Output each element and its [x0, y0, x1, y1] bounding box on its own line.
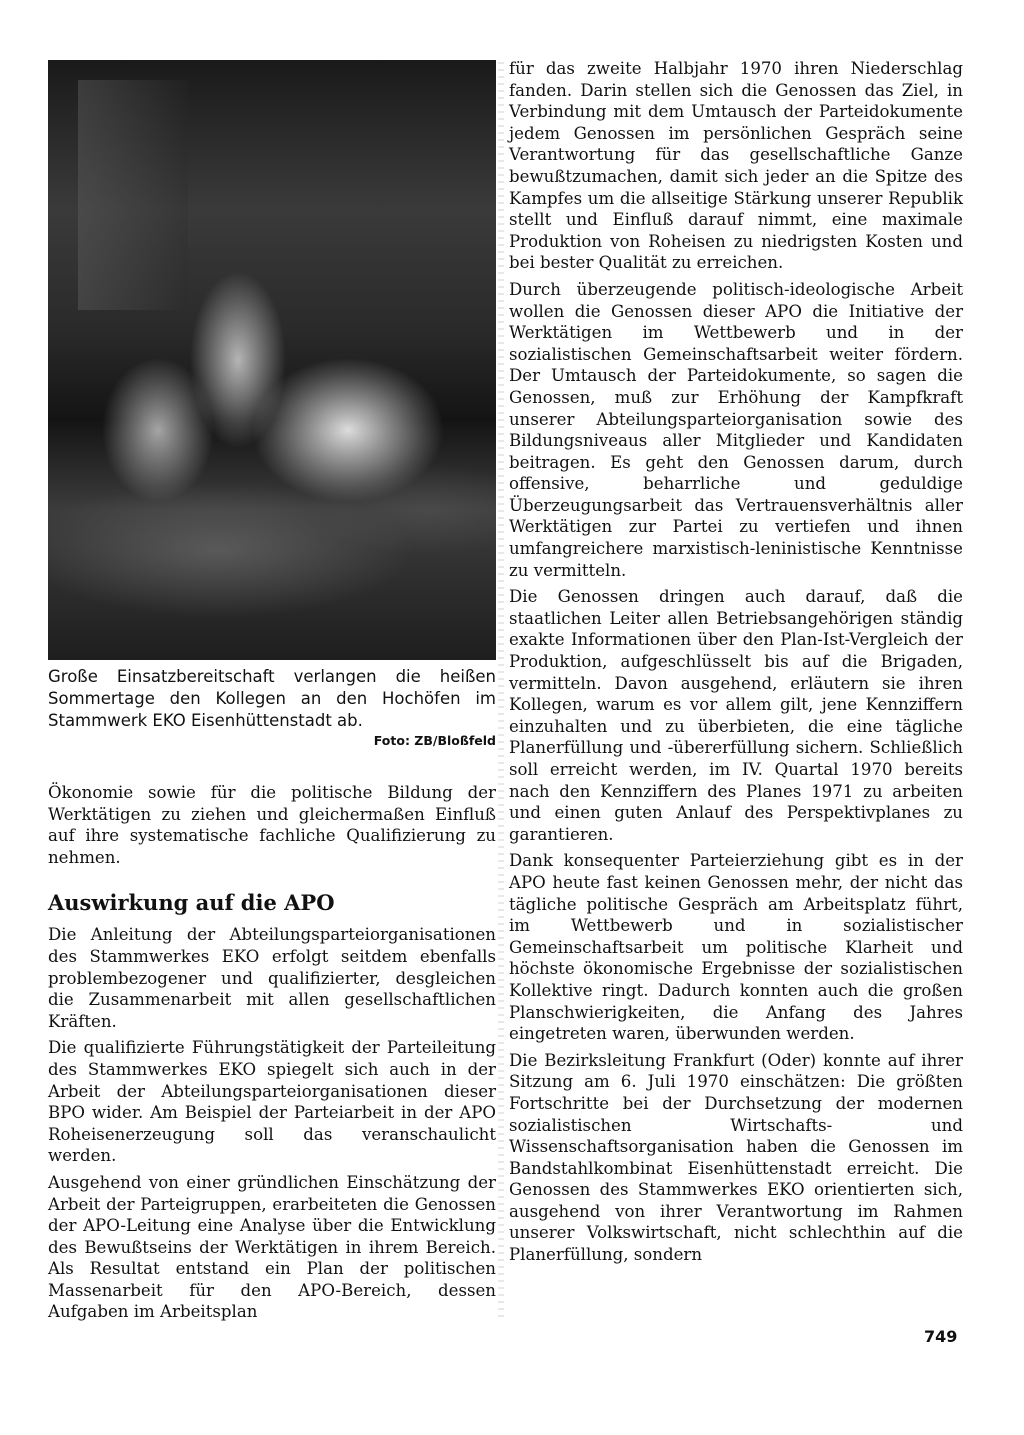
- left-paragraph-3: Ausgehend von einer gründlichen Einschätzung der Arbeit der Parteigruppen, erarbeiteten die Genossen der APO-Leitung eine Analyse über die Entwicklung des Bewußtseins der Werktätigen in ihrem Bereich. Als Resultat entstand ein Plan der politischen Massenarbeit für den APO-Bereich, dessen Aufgaben im Arbeitsplan: [48, 1172, 496, 1322]
- right-column: [509, 58, 963, 1271]
- right-paragraph-4: Dank konsequenter Parteierziehung gibt es in der APO heute fast keinen Genossen mehr, der nicht das tägliche politische Gespräch am Arbeitsplatz führt, im Wettbewerb und in sozialistischer Gemeinschaftsarbeit um politische Klarheit und höchste ökonomische Ergebnisse der sozialistischen Kollektive ringt. Dadurch konnten auch die großen Planschwierigkeiten, die Anfang des Jahres eingetreten waren, überwunden werden.: [509, 851, 963, 1044]
- left-column: [48, 60, 496, 1328]
- page-number: 749: [924, 1327, 958, 1346]
- right-paragraph-2: Durch überzeugende politisch-ideologische Arbeit wollen die Genossen dieser APO die Initiative der Werktätigen im Wettbewerb und in der sozialistischen Gemeinschaftsarbeit weiter fördern. Der Umtausch der Parteidokumente, so sagen die Genossen, muß zur Erhöhung der Kampfkraft unserer Abteilungsparteiorganisation sowie des Bildungsniveaus aller Mitglieder und Kandidaten beitragen. Es geht den Genossen darum, durch offensive, beharrliche und geduldige Überzeugungsarbeit das Vertrauensverhältnis aller Werktätigen zur Partei zu vertiefen und ihnen umfangreichere marxistisch-leninistische Kenntnisse zu vermitteln.: [509, 279, 963, 580]
- right-paragraph-3: Die Genossen dringen auch darauf, daß die staatlichen Leiter allen Betriebsangehörigen ständig exakte Informationen über den Plan-Ist-Vergleich der Produktion, aufgeschlüsselt bis auf die Brigaden, vermitteln. Davon ausgehend, erläutern sie ihren Kollegen, warum es vor allem gilt, jene Kennziffern einzuhalten und zu überbieten, die eine tägliche Planerfüllung und -übererfüllung sichern. Schließlich soll erreicht werden, im IV. Quartal 1970 bereits nach den Kennziffern des Planes 1971 zu arbeiten und einen guten Anlauf des Perspektivplanes zu garantieren.: [509, 587, 963, 844]
- photo-credit: Foto: ZB/Bloßfeld: [373, 733, 496, 748]
- left-paragraph-1: Die Anleitung der Abteilungsparteiorganisationen des Stammwerkes EKO erfolgt seitdem ebenfalls problembezogener und qualifizierter, desgleichen die Zusammenarbeit mit allen gesellschaftlichen Kräften.: [48, 925, 496, 1031]
- photo-caption: Große Einsatzbereitschaft verlangen die heißen Sommertage den Kollegen an den Hochöfen im Stammwerk EKO Eisenhüttenstadt ab.: [48, 667, 496, 730]
- right-paragraph-5: Die Bezirksleitung Frankfurt (Oder) konnte auf ihrer Sitzung am 6. Juli 1970 einschätzen: Die größten Fortschritte bei der Durchsetzung der modernen sozialistischen Wirtschafts- und Wissenschaftsorganisation haben die Genossen im Bandstahlkombinat Eisenhüttenstadt erreicht. Die Genossen des Stammwerkes EKO orientierten sich, ausgehend von ihrer Verantwortung im Rahmen unserer Volkswirtschaft, nicht schlechthin auf die Planerfüllung, sondern: [509, 1050, 963, 1265]
- section-heading: Auswirkung auf die APO: [48, 890, 335, 916]
- column-divider: [498, 62, 504, 1322]
- photo-blast-furnace-workers: [48, 60, 496, 660]
- left-paragraph-2: Die qualifizierte Führungstätigkeit der Parteileitung des Stammwerkes EKO spiegelt sich auch in der Arbeit der Abteilungsparteiorganisationen dieser BPO wider. Am Beispiel der Parteiarbeit in der APO Roheisenerzeugung soll das veranschaulicht werden.: [48, 1038, 496, 1166]
- left-lead-paragraph: Ökonomie sowie für die politische Bildung der Werktätigen zu ziehen und gleichermaßen Einfluß auf ihre systematische fachliche Qualifizierung zu nehmen.: [48, 783, 496, 867]
- right-paragraph-1: für das zweite Halbjahr 1970 ihren Niederschlag fanden. Darin stellen sich die Genossen das Ziel, in Verbindung mit dem Umtausch der Parteidokumente jedem Genossen im persönlichen Gespräch seine Verantwortung für das gesellschaftliche Ganze bewußtzumachen, damit sich jeder an die Spitze des Kampfes um die allseitige Stärkung unserer Republik stellt und Einfluß darauf nimmt, eine maximale Produktion von Roheisen zu niedrigsten Kosten und bei bester Qualität zu erreichen.: [509, 59, 963, 273]
